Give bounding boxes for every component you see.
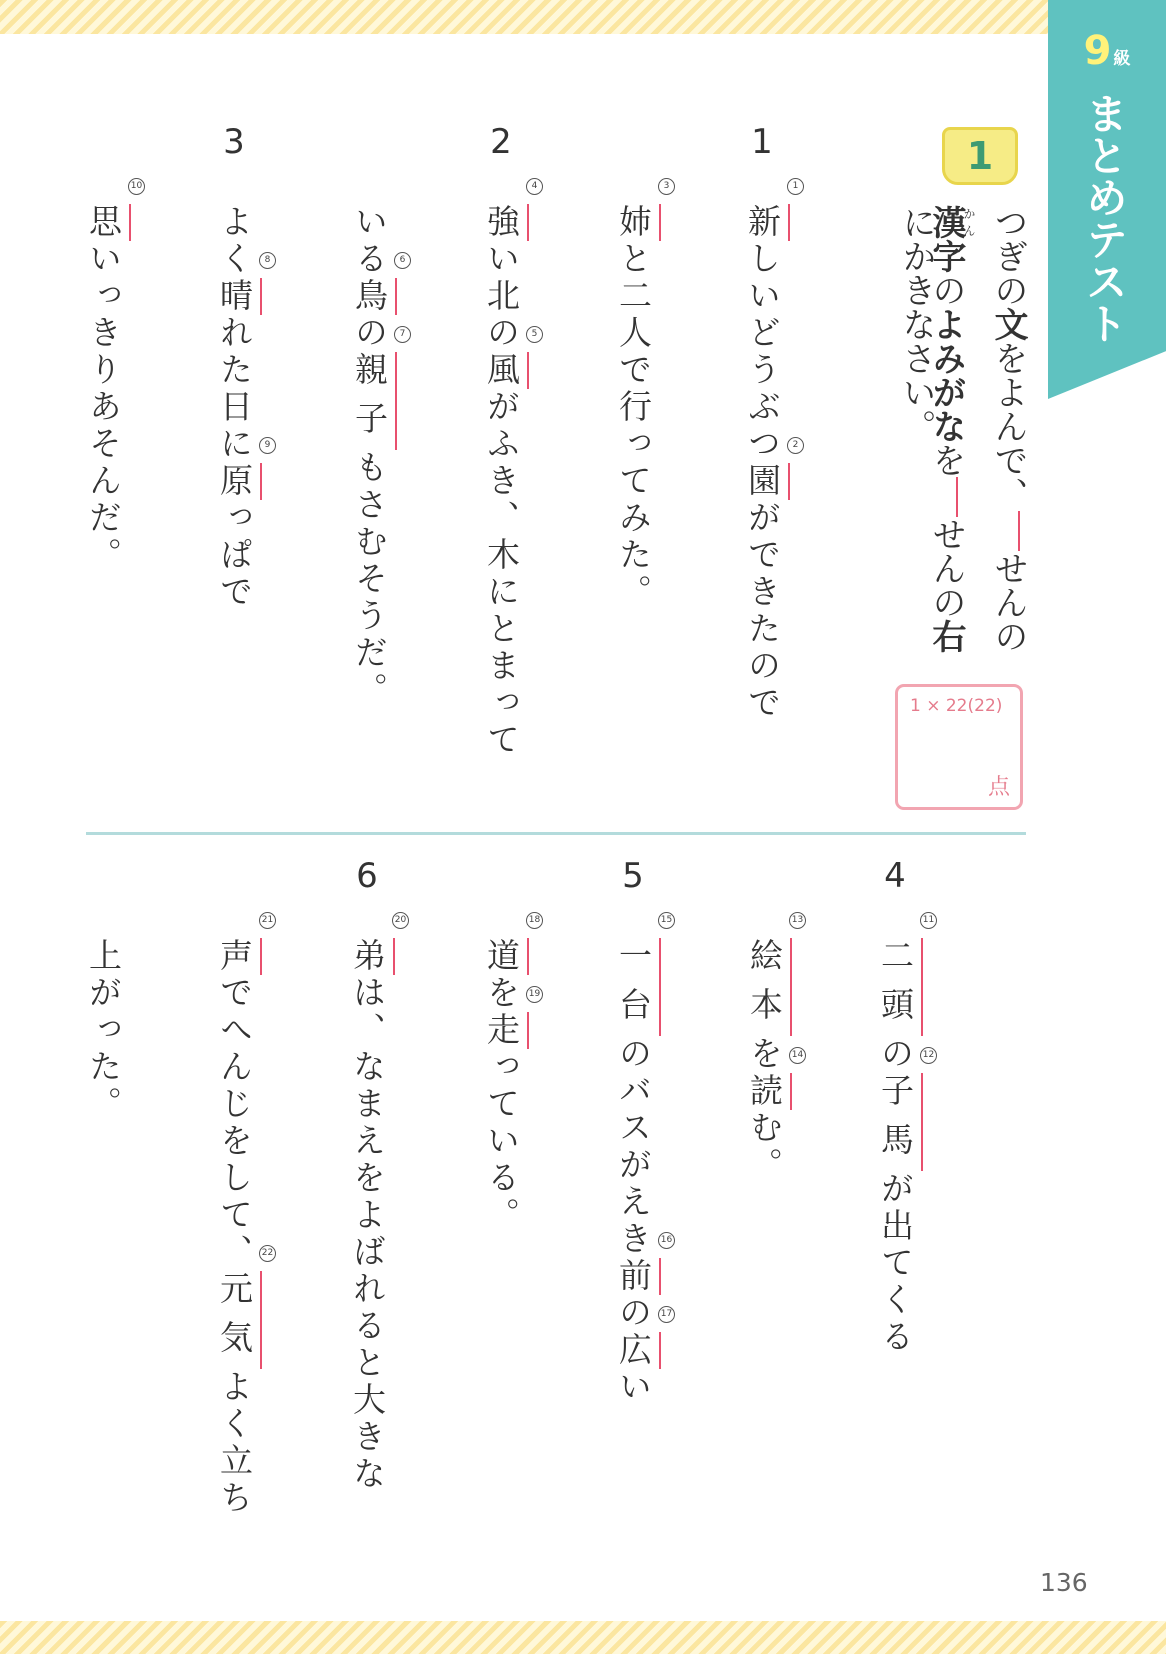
problem-4-line-2 [744,915,804,1578]
answer-target-text: 子馬 [876,1073,915,1171]
text-segment: の [926,273,966,307]
text-segment: をよんで、 [988,341,1028,511]
question-number-14: 14 [789,1047,806,1064]
answer-target-text: 新 [743,204,782,241]
score-box [895,684,1023,810]
question-number-16: 16 [658,1232,675,1249]
answer-target-4 [482,181,538,241]
text-segment: 字 [926,239,966,273]
answer-target-14 [745,1050,804,1110]
problem-3-line-1 [214,204,271,804]
question-number-6: 6 [394,252,411,269]
text-segment: のバスがえき [614,1036,653,1258]
text-segment: の [876,1036,915,1073]
text-segment: いる [350,204,389,278]
problem-number-4: 4 [884,856,906,896]
text-segment: を [482,975,521,1012]
text-segment: よく立ち [215,1369,254,1517]
question-number-2: 2 [787,437,804,454]
instruction-line-2 [926,205,976,675]
problem-5-line-1 [613,915,673,1578]
answer-target-text: 親子 [350,352,389,450]
problem-2-line-2 [349,204,406,804]
question-number-12: 12 [920,1047,937,1064]
question-number-5: 5 [526,326,543,343]
answer-target-20 [348,915,407,975]
answer-target-2 [743,440,799,500]
answer-target-text: 広 [614,1332,653,1369]
question-number-4: 4 [526,178,543,195]
answer-target-text: 風 [482,352,521,389]
answer-target-text: 元気 [215,1271,254,1369]
answer-target-8 [215,255,271,315]
furigana: かん [962,205,976,239]
question-number-18: 18 [526,912,543,929]
problem-1-line-1 [742,181,799,804]
question-number-9: 9 [259,437,276,454]
text-segment: つぎの [988,205,1028,307]
answer-target-21 [215,915,274,975]
text-segment: 右 [926,619,966,653]
answer-target-1 [743,181,799,241]
problem-4-line-1 [875,915,935,1578]
text-segment: と二人で行ってみた。 [614,241,653,611]
answer-target-text: 読 [745,1073,784,1110]
answer-target-text: 道 [482,938,521,975]
score-unit: 点 [987,775,1010,800]
text-segment: 上がった。 [84,938,123,1123]
question-number-1: 1 [787,178,804,195]
answer-target-16 [614,1235,673,1295]
problem-number-5: 5 [622,856,644,896]
text-segment: が出てくる [876,1171,915,1356]
banner-title: まとめテスト [1080,92,1129,344]
answer-target-22 [215,1248,274,1369]
text-segment: を [926,443,966,477]
answer-target-text: 晴 [215,278,254,315]
answer-target-text: 走 [482,1012,521,1049]
sen-line-mark [996,511,1020,551]
answer-target-11 [876,915,935,1036]
problem-number-2: 2 [490,122,512,162]
question-number-8: 8 [259,252,276,269]
text-segment: っている。 [482,1049,521,1234]
ruby-base: 漢 [926,205,966,239]
answer-target-text: 弟 [348,938,387,975]
answer-target-6 [350,255,406,315]
answer-target-5 [482,329,538,389]
instruction-line-1 [988,205,1028,675]
problem-6-line-2 [214,915,274,1578]
text-segment: よく [215,204,254,278]
page-number: 136 [1040,1568,1088,1597]
section-number: 1 [966,134,994,178]
text-segment: 文 [988,307,1028,341]
answer-target-text: 姉 [614,204,653,241]
answer-target-text: 強 [482,204,521,241]
answer-target-text: 絵本 [745,938,784,1036]
answer-target-text: 二頭 [876,938,915,1036]
question-number-17: 17 [658,1306,675,1323]
section-badge [942,127,1018,185]
answer-target-19 [482,989,541,1049]
answer-target-13 [745,915,804,1036]
grade-label [1048,28,1166,74]
grade-number: 9 [1083,28,1112,74]
answer-target-12 [876,1050,935,1171]
problem-6-line-1 [347,915,407,1578]
answer-target-text: 原 [215,463,254,500]
answer-target-text: 声 [215,938,254,975]
problem-1-line-2 [613,181,670,804]
question-number-22: 22 [259,1245,276,1262]
text-segment: せんの [988,551,1028,653]
answer-target-text: 前 [614,1258,653,1295]
answer-target-17 [614,1309,673,1369]
text-segment: でへんじをして、 [215,975,254,1271]
question-number-13: 13 [789,912,806,929]
problem-number-3: 3 [223,122,245,162]
problem-3-line-2 [83,181,143,804]
text-segment: もさむそうだ。 [350,450,389,709]
grade-unit: 級 [1113,49,1131,69]
problem-6-line-3 [83,938,123,1578]
text-segment: の [350,315,389,352]
top-hatched-band [0,0,1166,34]
text-segment: がふき、木にとまって [482,389,521,759]
question-number-21: 21 [259,912,276,929]
text-segment: れた日に [215,315,254,463]
text-segment: せんの [926,517,966,619]
text-segment: は、なまえをよばれると大きな [348,975,387,1493]
answer-target-9 [215,440,271,500]
answer-target-text: 思 [84,204,123,241]
text-segment: しいどうぶつ [743,241,782,463]
answer-target-18 [482,915,541,975]
question-number-15: 15 [658,912,675,929]
sen-line-mark [934,477,958,517]
answer-target-15 [614,915,673,1036]
text-segment: の [614,1295,653,1332]
question-number-3: 3 [658,178,675,195]
text-segment: よみがな [926,307,966,443]
answer-target-3 [614,181,670,241]
answer-target-7 [350,329,406,450]
text-segment: い [614,1369,653,1406]
text-segment: む。 [745,1110,784,1184]
instruction-line-3 [896,205,936,675]
text-segment: にかきなさい。 [896,205,936,443]
text-segment: っぱで [215,500,254,611]
answer-target-text: 園 [743,463,782,500]
problem-2-line-1 [481,181,538,804]
question-number-19: 19 [526,986,543,1003]
answer-target-10 [84,181,143,241]
problem-number-6: 6 [356,856,378,896]
question-number-20: 20 [392,912,409,929]
problem-number-1: 1 [751,122,773,162]
text-segment: いっきりあそんだ。 [84,241,123,574]
answer-target-text: 一台 [614,938,653,1036]
problem-5-line-2 [481,915,541,1578]
question-number-11: 11 [920,912,937,929]
bottom-hatched-band [0,1621,1166,1654]
text-segment: い北の [482,241,521,352]
question-number-10: 10 [128,178,145,195]
text-segment: を [745,1036,784,1073]
text-segment: ができたので [743,500,782,722]
question-number-7: 7 [394,326,411,343]
score-label: 1 × 22(22) [910,696,1003,716]
answer-target-text: 鳥 [350,278,389,315]
section-divider [86,832,1026,835]
